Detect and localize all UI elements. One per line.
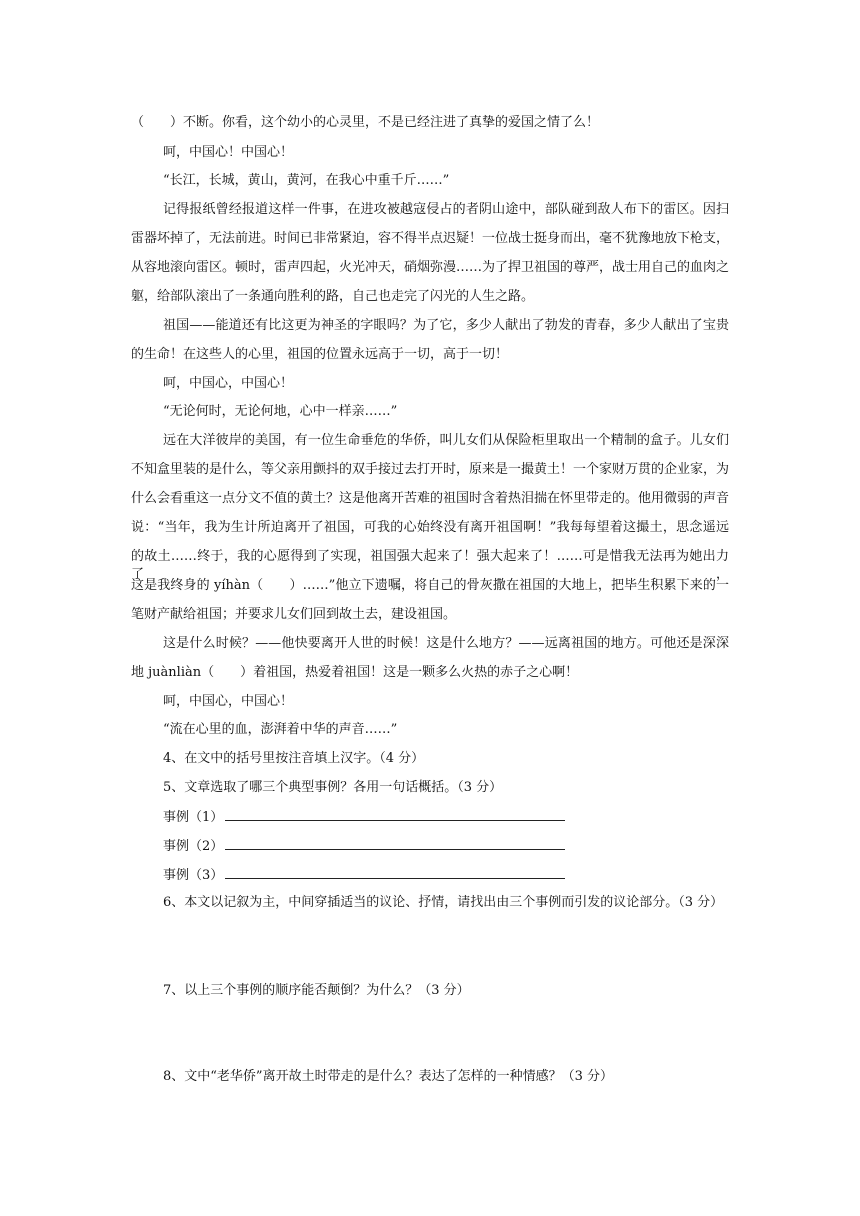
answer-line-3[interactable]: [225, 866, 565, 879]
example-1-row: [163, 808, 565, 826]
text-line: （ ）不断。你看，这个幼小的心灵里，不是已经注进了真挚的爱国之情了么！: [131, 115, 600, 130]
example-2-row: [163, 837, 565, 855]
text-line: 呵，中国心，中国心！: [163, 694, 294, 709]
text-line: 躯，给部队滚出了一条通向胜利的路，自己也走完了闪光的人生之路。: [131, 289, 535, 304]
question-6: 6、本文以记叙为主，中间穿插适当的议论、抒情，请找出由三个事例而引发的议论部分。（3 分）: [163, 895, 724, 910]
text-line: 这是我终身的 yíhàn（ ）……”他立下遗嘱，将自己的骨灰撒在祖国的大地上，把毕生积累下来的一: [131, 578, 729, 593]
text-line: 的故土……终于，我的心愿得到了实现，祖国强大起来了！强大起来了！……可是惜我无法再为她出力了，: [131, 549, 729, 582]
text-line: “流在心里的血，澎湃着中华的声音……”: [163, 722, 398, 737]
question-8: 8、文中“老华侨”离开故土时带走的是什么？表达了怎样的一种情感？（3 分）: [163, 1069, 613, 1084]
answer-line-2[interactable]: [225, 837, 565, 850]
question-4: 4、在文中的括号里按注音填上汉字。（4 分）: [163, 751, 425, 766]
text-line: 雷器坏掉了，无法前进。时间已非常紧迫，容不得半点迟疑！一位战士挺身而出，毫不犹豫地放下枪支，: [131, 231, 730, 246]
text-line: 地 juànliàn（ ）着祖国，热爱着祖国！这是一颗多么火热的赤子之心啊！: [131, 665, 579, 680]
text-line: 从容地滚向雷区。顿时，雷声四起，火光冲天，硝烟弥漫……为了捍卫祖国的尊严，战士用自己的血肉之: [131, 260, 730, 275]
example-3-label: 事例（3）: [163, 868, 224, 883]
text-line: 记得报纸曾经报道这样一件事，在进攻被越寇侵占的者阴山途中，部队碰到敌人布下的雷区。因扫: [163, 202, 729, 217]
question-7: 7、以上三个事例的顺序能否颠倒？为什么？（3 分）: [163, 983, 470, 998]
text-line: 呵，中国心，中国心！: [163, 376, 294, 391]
text-line: 祖国——能道还有比这更为神圣的字眼吗？为了它，多少人献出了勃发的青春，多少人献出了宝贵: [163, 318, 729, 333]
text-line: “无论何时，无论何地，心中一样亲……”: [163, 404, 398, 419]
text-line: 远在大洋彼岸的美国，有一位生命垂危的华侨，叫儿女们从保险柜里取出一个精制的盒子。儿女们: [163, 433, 729, 448]
text-line: 不知盒里装的是什么，等父亲用颤抖的双手接过去打开时，原来是一撮黄土！一个家财万贯的企业家，为: [131, 462, 730, 477]
text-line: “长江，长城，黄山，黄河，在我心中重千斤……”: [163, 173, 450, 188]
text-line: 笔财产献给祖国；并要求儿女们回到故土去，建设祖国。: [131, 607, 457, 622]
example-1-label: 事例（1）: [163, 810, 224, 825]
text-line: 的生命！在这些人的心里，祖国的位置永远高于一切，高于一切！: [131, 347, 509, 362]
text-line: 这是什么时候？——他快要离开人世的时候！这是什么地方？——远离祖国的地方。可他还是深深: [163, 636, 729, 651]
text-line: 呵，中国心！中国心！: [163, 145, 294, 160]
answer-line-1[interactable]: [225, 808, 565, 821]
question-5: 5、文章选取了哪三个典型事例？各用一句话概括。（3 分）: [163, 780, 503, 795]
example-3-row: [163, 866, 565, 884]
text-line: 说：“当年，我为生计所迫离开了祖国，可我的心始终没有离开祖国啊！”我每每望着这撮土，思念遥远: [131, 520, 729, 535]
example-2-label: 事例（2）: [163, 839, 224, 854]
text-line: 什么会看重这一点分文不值的黄土？这是他离开苦难的祖国时含着热泪揣在怀里带走的。他用微弱的声音: [131, 491, 730, 506]
